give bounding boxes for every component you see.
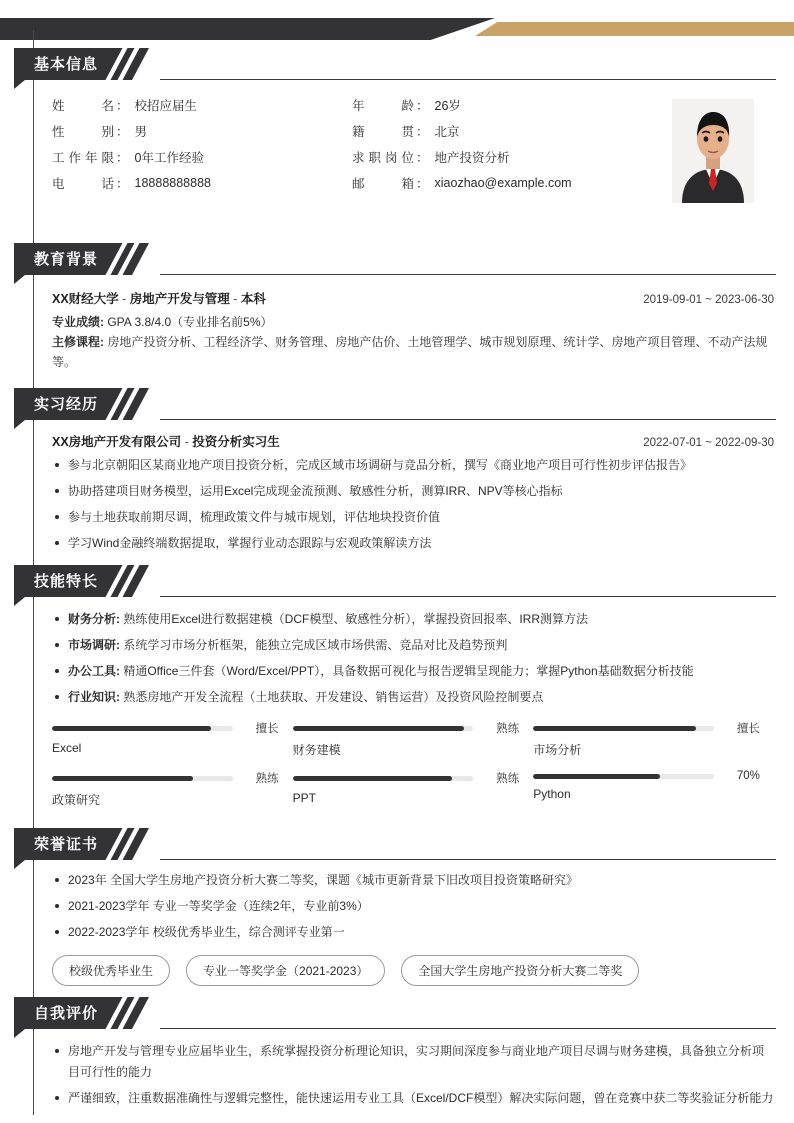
section-header-skills	[14, 565, 794, 599]
skill-bar-python	[533, 770, 774, 808]
list-item: 严谨细致，注重数据准确性与逻辑完整性，能快速运用专业工具（Excel/DCF模型）解决实际问题，曾在竞赛中获二等奖验证分析能力	[52, 1088, 774, 1109]
section-title: 技能特长	[34, 573, 99, 590]
top-gold-bar	[475, 22, 794, 36]
info-field-phone	[52, 174, 352, 192]
banner-notch	[14, 860, 25, 869]
avatar	[672, 99, 754, 203]
info-label: 年龄	[352, 99, 414, 113]
info-row	[52, 118, 672, 144]
skill-bar-fill	[293, 776, 452, 781]
info-value: 男	[134, 125, 148, 139]
honor-tag[interactable]: 全国大学生房地产投资分析大赛二等奖	[401, 955, 639, 986]
section-skills	[0, 565, 794, 807]
list-item	[52, 635, 774, 656]
section-title: 荣誉证书	[34, 836, 99, 853]
info-colon: ：	[416, 151, 429, 165]
info-colon: ：	[116, 125, 129, 139]
gpa-label: 专业成绩:	[52, 315, 104, 329]
skill-bar-excel	[52, 720, 293, 758]
section-basic-info	[0, 48, 794, 191]
section-rule	[160, 859, 776, 860]
degree-name: 本科	[240, 292, 266, 306]
skill-key: 办公工具:	[68, 664, 120, 678]
list-item	[52, 687, 774, 708]
section-header-education	[14, 243, 794, 277]
honor-tag[interactable]: 校级优秀毕业生	[52, 955, 170, 986]
section-title: 基本信息	[34, 56, 99, 73]
info-colon: ：	[116, 151, 129, 165]
skill-bar-name: 政策研究	[52, 793, 101, 807]
skill-key: 行业知识:	[68, 690, 120, 704]
section-internship	[0, 388, 794, 550]
self-evaluation-bullet-list	[52, 1041, 774, 1109]
skill-text: 系统学习市场分析框架，能独立完成区域市场供需、竞品对比及趋势预判	[120, 638, 508, 652]
skill-bar-name: 财务建模	[292, 743, 341, 757]
skill-bar-name: Excel	[52, 741, 82, 755]
list-item: 参与土地获取前期尽调，梳理政策文件与城市规划，评估地块投资价值	[52, 507, 774, 528]
skill-text: 精通Office三件套（Word/Excel/PPT），具备数据可视化与报告逻辑呈现能力；掌握Python基础数据分析技能	[120, 664, 694, 678]
list-item: 2023年 全国大学生房地产投资分析大赛二等奖，课题《城市更新背景下旧改项目投资策略研究》	[52, 870, 774, 891]
info-field-hometown	[352, 122, 652, 140]
info-label: 邮箱	[352, 177, 414, 191]
skill-bar-level: 熟练	[496, 723, 520, 735]
skill-bar-fill	[533, 726, 696, 731]
section-self-evaluation	[0, 997, 794, 1105]
skill-bar-level: 70%	[736, 770, 760, 782]
section-rule	[160, 1028, 776, 1029]
education-gpa	[52, 312, 774, 332]
internship-heading	[52, 432, 774, 450]
separator: -	[181, 435, 193, 449]
top-dark-bar	[0, 18, 495, 40]
skill-bar-track	[52, 726, 233, 731]
banner-notch	[14, 275, 25, 284]
education-heading	[52, 289, 774, 307]
section-rule	[160, 596, 776, 597]
self-evaluation-body	[52, 1041, 774, 1114]
company-name: XX房地产开发有限公司	[52, 435, 182, 449]
info-label: 性别	[52, 125, 114, 139]
info-value: 地产投资分析	[434, 151, 510, 165]
info-row	[52, 92, 672, 118]
honors-tag-list	[52, 955, 774, 986]
section-header-honors	[14, 828, 794, 862]
education-date: 2019-09-01 ~ 2023-06-30	[643, 294, 774, 306]
banner-notch	[14, 420, 25, 429]
info-colon: ：	[116, 177, 129, 191]
skill-bar-name: PPT	[292, 791, 316, 805]
honors-body	[52, 870, 774, 986]
skill-bar-line	[52, 720, 279, 736]
info-value: xiaozhao@example.com	[434, 176, 572, 190]
info-colon: ：	[416, 125, 429, 139]
info-value: 校招应届生	[134, 99, 198, 113]
info-label: 籍贯	[352, 125, 414, 139]
banner-notch	[14, 80, 25, 89]
section-honors	[0, 828, 794, 978]
top-decoration-bar	[0, 0, 794, 48]
education-org	[52, 289, 266, 307]
role-name: 投资分析实习生	[192, 435, 280, 449]
info-field-name	[52, 96, 352, 114]
skill-bar-line	[52, 770, 279, 786]
skill-bar-fill	[293, 726, 465, 731]
skill-bar-name: Python	[533, 787, 571, 801]
list-item: 2021-2023学年 专业一等奖学金（连续2年，专业前3%）	[52, 896, 774, 917]
skill-bar-financial-modeling	[293, 720, 534, 758]
section-education	[0, 243, 794, 369]
info-colon: ：	[416, 177, 429, 191]
banner-notch	[14, 597, 25, 606]
section-rule	[160, 419, 776, 420]
honor-tag[interactable]: 专业一等奖学金（2021-2023）	[186, 955, 385, 986]
skill-bar-level: 熟练	[255, 773, 279, 785]
courses-label: 主修课程:	[52, 335, 104, 349]
honors-bullet-list	[52, 870, 774, 943]
info-value: 26岁	[434, 99, 461, 113]
gpa-value: GPA 3.8/4.0（专业排名前5%）	[104, 315, 273, 329]
skill-bar-track	[533, 774, 714, 779]
section-header-self-evaluation	[14, 997, 794, 1031]
separator: -	[118, 292, 130, 306]
list-item: 2022-2023学年 校级优秀毕业生，综合测评专业第一	[52, 922, 774, 943]
internship-bullet-list	[52, 455, 774, 554]
info-field-experience	[52, 148, 352, 166]
list-item	[52, 661, 774, 682]
skill-bar-line	[533, 720, 760, 736]
skill-key: 市场调研:	[68, 638, 120, 652]
section-title: 实习经历	[34, 396, 99, 413]
separator: -	[229, 292, 241, 306]
info-colon: ：	[416, 99, 429, 113]
skill-bar-level: 擅长	[255, 723, 279, 735]
skill-bar-ppt	[293, 770, 534, 808]
skill-bar-market-analysis	[533, 720, 774, 758]
info-value: 0年工作经验	[134, 151, 204, 165]
banner-notch	[14, 1029, 25, 1038]
info-row	[52, 144, 672, 170]
section-title: 自我评价	[34, 1005, 99, 1022]
skill-bar-line	[293, 720, 520, 736]
internship-date: 2022-07-01 ~ 2022-09-30	[643, 437, 774, 449]
list-item: 学习Wind金融终端数据提取，掌握行业动态跟踪与宏观政策解读方法	[52, 533, 774, 554]
skill-bar-track	[533, 726, 714, 731]
basic-info-grid	[52, 92, 672, 196]
info-colon: ：	[116, 99, 129, 113]
section-title: 教育背景	[34, 251, 99, 268]
info-row	[52, 170, 672, 196]
skill-bar-name: 市场分析	[533, 743, 582, 757]
skill-bar-line	[533, 770, 760, 782]
section-header-basic-info	[14, 48, 794, 82]
education-entry	[52, 289, 774, 372]
info-field-target-position	[352, 148, 652, 166]
skill-bar-fill	[52, 776, 193, 781]
info-value: 18888888888	[134, 176, 211, 190]
major-name: 房地产开发与管理	[129, 292, 230, 306]
skill-key: 财务分析:	[68, 612, 120, 626]
info-label: 求职岗位	[352, 151, 414, 165]
section-rule	[160, 274, 776, 275]
skill-bar-track	[293, 726, 474, 731]
skill-bar-grid	[52, 720, 774, 808]
list-item: 协助搭建项目财务模型，运用Excel完成现金流预测、敏感性分析，测算IRR、NPV等核心指标	[52, 481, 774, 502]
info-field-gender	[52, 122, 352, 140]
internship-org	[52, 432, 280, 450]
portrait-photo-icon	[672, 99, 754, 203]
list-item: 参与北京朝阳区某商业地产项目投资分析，完成区域市场调研与竞品分析，撰写《商业地产项目可行性初步评估报告》	[52, 455, 774, 476]
skill-bar-line	[293, 770, 520, 786]
info-label: 姓名	[52, 99, 114, 113]
skill-bar-level: 熟练	[496, 773, 520, 785]
info-label: 工作年限	[52, 151, 114, 165]
list-item	[52, 609, 774, 630]
skill-bar-level: 擅长	[736, 723, 760, 735]
school-name: XX财经大学	[52, 292, 119, 306]
info-value: 北京	[434, 125, 460, 139]
skill-bar-track	[52, 776, 233, 781]
skill-bar-policy-research	[52, 770, 293, 808]
info-label: 电话	[52, 177, 114, 191]
skill-bar-fill	[533, 774, 659, 779]
skill-text: 熟练使用Excel进行数据建模（DCF模型、敏感性分析），掌握投资回报率、IRR测算方法	[120, 612, 589, 626]
info-field-age	[352, 96, 652, 114]
internship-entry	[52, 432, 774, 559]
section-header-internship	[14, 388, 794, 422]
section-rule	[160, 79, 776, 80]
skill-bar-fill	[52, 726, 211, 731]
list-item: 房地产开发与管理专业应届毕业生，系统掌握投资分析理论知识，实习期间深度参与商业地产项目尽调与财务建模，具备独立分析项目可行性的能力	[52, 1041, 774, 1083]
skills-body	[52, 609, 774, 808]
education-courses	[52, 332, 774, 372]
skill-text: 熟悉房地产开发全流程（土地获取、开发建设、销售运营）及投资风险控制要点	[120, 690, 544, 704]
skills-bullet-list	[52, 609, 774, 708]
info-field-email	[352, 174, 652, 192]
skill-bar-track	[293, 776, 474, 781]
courses-value: 房地产投资分析、工程经济学、财务管理、房地产估价、土地管理学、城市规划原理、统计学、房地产项目管理、不动产法规等。	[52, 335, 768, 369]
